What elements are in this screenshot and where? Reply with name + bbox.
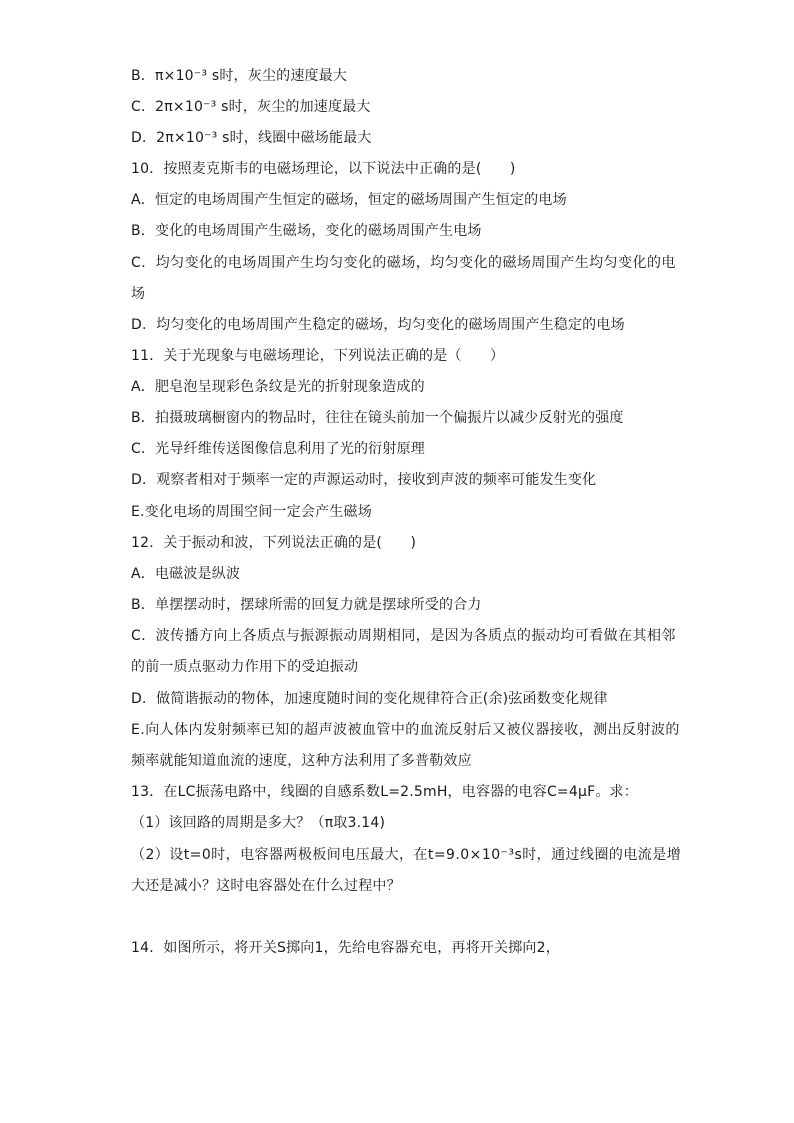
option-b-q11: B．拍摄玻璃橱窗内的物品时，往往在镜头前加一个偏振片以减少反射光的强度 — [131, 410, 624, 426]
option-c-q9: C．2π×10⁻³ s时，灰尘的加速度最大 — [131, 99, 371, 115]
option-b-q9: B．π×10⁻³ s时，灰尘的速度最大 — [131, 68, 348, 84]
option-b-q12: B．单摆摆动时，摆球所需的回复力就是摆球所受的合力 — [131, 597, 482, 613]
question-13-part-2: （2）设t=0时，电容器两极板间电压最大，在t=9.0×10⁻³s时，通过线圈的电流是增 — [131, 847, 682, 863]
question-13-part-1: （1）该回路的周期是多大？（π取3.14) — [131, 815, 386, 831]
question-13-part-2-cont: 大还是减小？这时电容器处在什么过程中？ — [131, 878, 401, 894]
question-10: 10．按照麦克斯韦的电磁场理论，以下说法中正确的是( ) — [131, 161, 516, 177]
question-12: 12．关于振动和波，下列说法正确的是( ) — [131, 535, 417, 551]
option-c-q12: C．波传播方向上各质点与振源振动周期相同，是因为各质点的振动均可看做在其相邻 — [131, 628, 676, 644]
question-14: 14．如图所示，将开关S掷向1，先给电容器充电，再将开关掷向2， — [131, 940, 560, 956]
option-d-q9: D．2π×10⁻³ s时，线圈中磁场能最大 — [131, 130, 372, 146]
option-d-q11: D．观察者相对于频率一定的声源运动时，接收到声波的频率可能发生变化 — [131, 472, 597, 488]
option-e-q12: E.向人体内发射频率已知的超声波被血管中的血流反射后又被仪器接收，测出反射波的 — [131, 722, 680, 738]
option-d-q12: D．做简谐振动的物体，加速度随时间的变化规律符合正(余)弦函数变化规律 — [131, 691, 608, 707]
option-c-q11: C．光导纤维传送图像信息利用了光的衍射原理 — [131, 441, 425, 457]
option-d-q10: D．均匀变化的电场周围产生稳定的磁场，均匀变化的磁场周围产生稳定的电场 — [131, 317, 625, 333]
option-b-q10: B．变化的电场周围产生磁场，变化的磁场周围产生电场 — [131, 223, 482, 239]
question-13: 13．在LC振荡电路中，线圈的自感系数L=2.5mH，电容器的电容C=4μF。求： — [131, 784, 638, 800]
option-a-q10: A．恒定的电场周围产生恒定的磁场，恒定的磁场周围产生恒定的电场 — [131, 192, 567, 208]
option-a-q11: A．肥皂泡呈现彩色条纹是光的折射现象造成的 — [131, 379, 425, 395]
option-c-q10: C．均匀变化的电场周围产生均匀变化的磁场，均匀变化的磁场周围产生均匀变化的电 — [131, 255, 676, 271]
option-c-q12-cont: 的前一质点驱动力作用下的受迫振动 — [131, 659, 359, 675]
option-c-q10-cont: 场 — [131, 286, 146, 302]
option-e-q12-cont: 频率就能知道血流的速度，这种方法利用了多普勒效应 — [131, 753, 472, 769]
question-11: 11．关于光现象与电磁场理论，下列说法正确的是（ ） — [131, 348, 505, 364]
option-a-q12: A．电磁波是纵波 — [131, 566, 241, 582]
option-e-q11: E.变化电场的周围空间一定会产生磁场 — [131, 504, 372, 520]
